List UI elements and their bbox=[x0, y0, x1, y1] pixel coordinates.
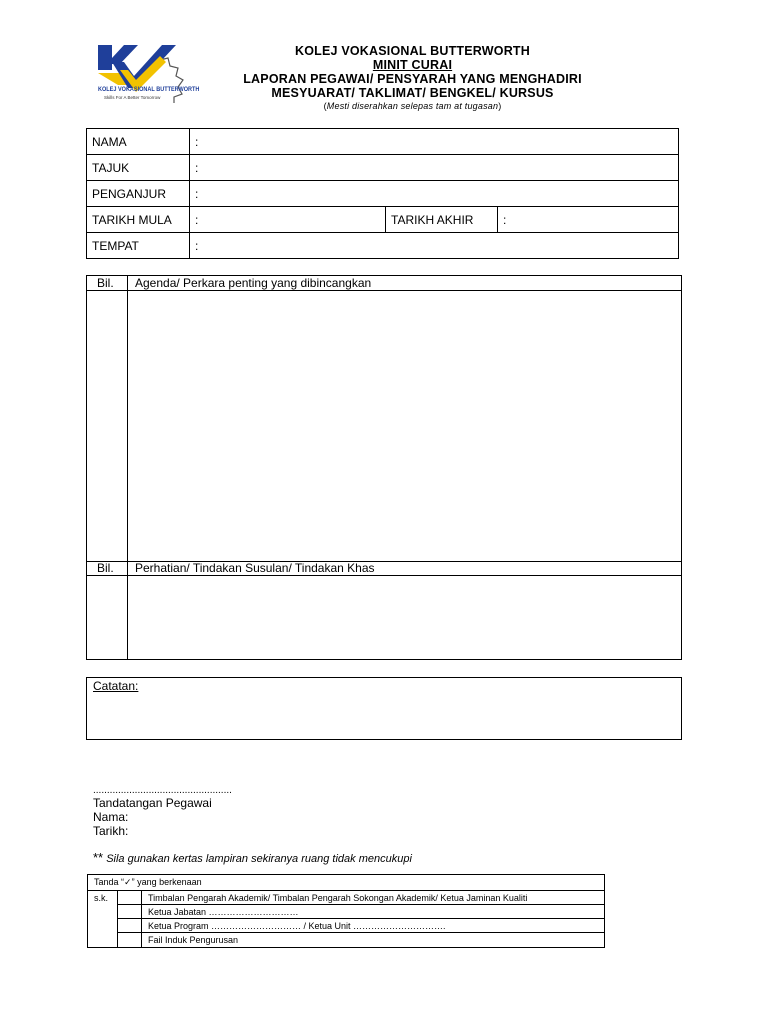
action-bil-header: Bil. bbox=[97, 561, 114, 575]
recipient-ketua-jabatan: Ketua Jabatan ………………………… bbox=[148, 907, 299, 917]
logo-text: KOLEJ VOKASIONAL BUTTERWORTH bbox=[98, 86, 200, 93]
distribution-header-suffix: ” yang berkenaan bbox=[131, 877, 202, 887]
action-input-area[interactable] bbox=[128, 576, 681, 659]
distribution-row-divider bbox=[88, 890, 604, 891]
catatan-box[interactable] bbox=[86, 677, 682, 740]
sk-label: s.k. bbox=[94, 893, 109, 903]
agenda-header: Agenda/ Perkara penting yang dibincangkan bbox=[135, 276, 372, 290]
action-header: Perhatian/ Tindakan Susulan/ Tindakan Khas bbox=[135, 561, 375, 575]
note-paren-open: ( bbox=[323, 101, 327, 111]
checkbox-ketua-jabatan[interactable] bbox=[118, 905, 141, 918]
distribution-col-divider bbox=[141, 890, 142, 947]
signature-tarikh: Tarikh: bbox=[93, 824, 129, 838]
distribution-row-divider bbox=[117, 918, 604, 919]
signature-label: Tandatangan Pegawai bbox=[93, 796, 212, 810]
form-title-line1: LAPORAN PEGAWAI/ PENSYARAH YANG MENGHADIRI bbox=[243, 72, 582, 86]
distribution-table bbox=[87, 874, 605, 948]
checkbox-fail-induk[interactable] bbox=[118, 933, 141, 947]
field-penganjur[interactable]: : bbox=[190, 181, 679, 207]
label-tarikh-akhir: TARIKH AKHIR bbox=[386, 207, 498, 233]
form-type: MINIT CURAI bbox=[372, 58, 453, 72]
submission-note bbox=[200, 101, 625, 111]
field-tempat[interactable]: : bbox=[190, 233, 679, 259]
signature-nama: Nama: bbox=[93, 810, 129, 824]
footnote bbox=[93, 850, 412, 865]
row-tempat bbox=[87, 233, 679, 259]
field-tajuk[interactable]: : bbox=[190, 155, 679, 181]
agenda-table bbox=[86, 275, 682, 660]
field-tarikh-mula[interactable]: : bbox=[190, 207, 386, 233]
note-text: Mesti diserahkan selepas tam at tugasan bbox=[326, 101, 499, 111]
footnote-stars: ** bbox=[93, 850, 104, 865]
footnote-text: Sila gunakan kertas lampiran sekiranya ruang tidak mencukupi bbox=[106, 853, 412, 865]
label-tarikh-mula: TARIKH MULA bbox=[87, 207, 190, 233]
info-table bbox=[86, 128, 679, 259]
distribution-row-divider bbox=[117, 932, 604, 933]
college-logo bbox=[90, 40, 200, 115]
check-icon: ✓ bbox=[124, 877, 132, 887]
label-penganjur: PENGANJUR bbox=[87, 181, 190, 207]
logo-tagline: Skills For A Better Tomorrow bbox=[104, 95, 161, 100]
recipient-ketua-program: Ketua Program ………………………… / Ketua Unit …………………………. bbox=[148, 921, 446, 931]
label-tempat: TEMPAT bbox=[87, 233, 190, 259]
institution-name: KOLEJ VOKASIONAL BUTTERWORTH bbox=[294, 44, 530, 58]
agenda-bil-header: Bil. bbox=[97, 276, 114, 290]
field-tarikh-akhir[interactable]: : bbox=[498, 207, 679, 233]
recipient-fail-induk: Fail Induk Pengurusan bbox=[148, 935, 239, 945]
college-logo-graphic bbox=[90, 40, 190, 115]
form-title-line2: MESYUARAT/ TAKLIMAT/ BENGKEL/ KURSUS bbox=[271, 86, 554, 100]
recipient-timbalan: Timbalan Pengarah Akademik/ Timbalan Pengarah Sokongan Akademik/ Ketua Jaminan Kualiti bbox=[148, 893, 528, 903]
label-tajuk: TAJUK bbox=[87, 155, 190, 181]
field-nama[interactable]: : bbox=[190, 129, 679, 155]
checkbox-timbalan[interactable] bbox=[118, 891, 141, 904]
distribution-header-prefix: Tanda “ bbox=[94, 877, 125, 887]
catatan-label: Catatan: bbox=[93, 679, 139, 693]
label-nama: NAMA bbox=[87, 129, 190, 155]
distribution-header bbox=[94, 877, 202, 888]
note-paren-close: ) bbox=[498, 101, 502, 111]
row-penganjur bbox=[87, 181, 679, 207]
row-nama bbox=[87, 129, 679, 155]
distribution-row-divider bbox=[117, 904, 604, 905]
checkbox-ketua-program[interactable] bbox=[118, 919, 141, 932]
agenda-input-area[interactable] bbox=[128, 291, 681, 561]
row-tarikh bbox=[87, 207, 679, 233]
signature-line: .................................................. bbox=[93, 785, 232, 796]
row-tajuk bbox=[87, 155, 679, 181]
